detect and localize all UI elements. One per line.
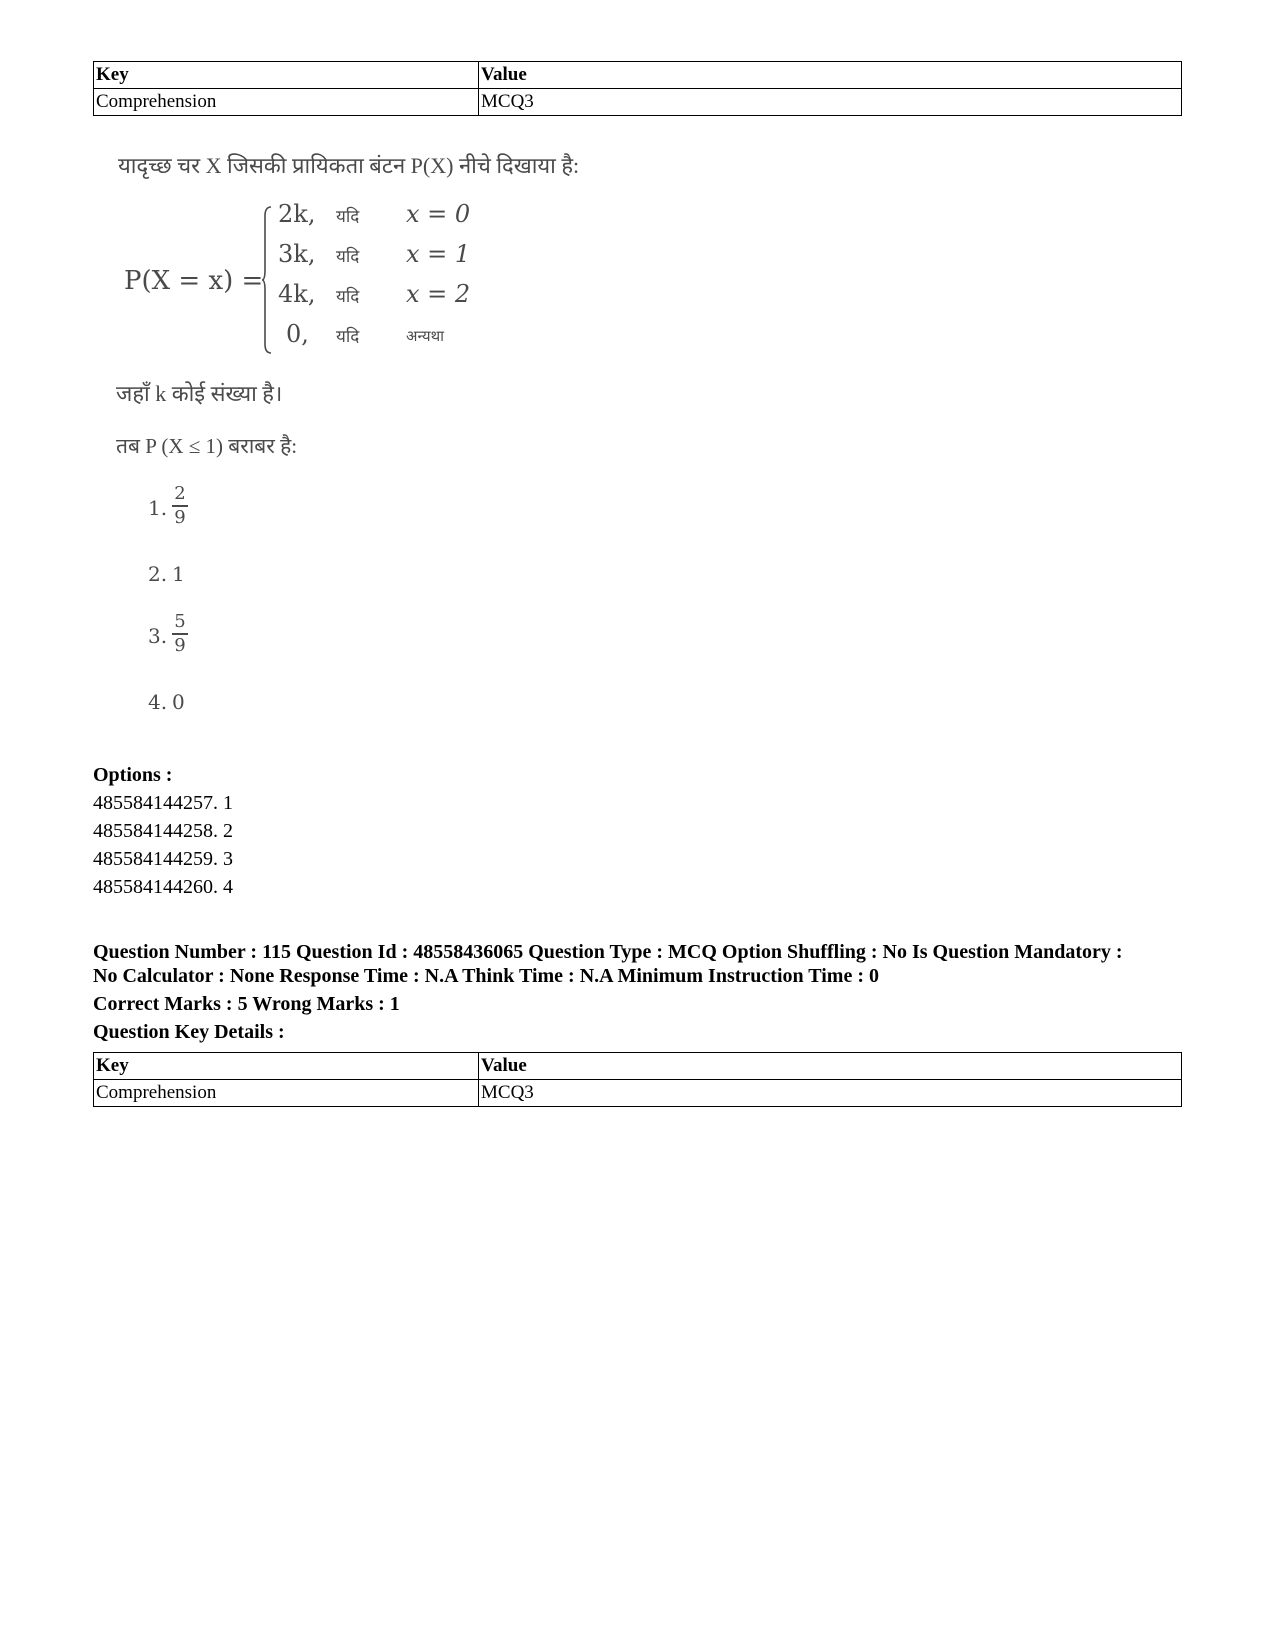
pmf-cond: यदि (336, 247, 360, 267)
choice-fraction (172, 612, 188, 656)
question-intro: यादृच्छ चर X जिसकी प्रायिकता बंटन P(X) नीचे दिखाया है: (118, 153, 580, 178)
table-cell-key: Comprehension (94, 89, 479, 116)
choice-fraction (172, 484, 188, 528)
question-meta-line-1: Question Number : 115 Question Id : 48558436065 Question Type : MCQ Option Shuffling : No Is Question Mandatory : (93, 941, 1123, 963)
pmf-lhs: P(X = x) = (124, 266, 264, 296)
pmf-value: अन्यथा (406, 327, 445, 345)
pmf-cond: यदि (336, 287, 360, 307)
question-where-text: जहाँ k कोई संख्या है। (116, 381, 283, 406)
option-item: 485584144260. 4 (93, 876, 233, 898)
question-ask-text: तब P (X ≤ 1) बराबर है: (116, 434, 298, 458)
marks-line: Correct Marks : 5 Wrong Marks : 1 (93, 993, 400, 1015)
option-item: 485584144257. 1 (93, 792, 233, 814)
choice-number: 4. (148, 690, 168, 714)
pmf-value: x = 2 (406, 280, 471, 308)
table-header-key: Key (94, 62, 479, 89)
pmf-cond: यदि (336, 207, 360, 227)
choice-number: 3. (148, 624, 168, 648)
table-cell-value: MCQ3 (479, 89, 1182, 116)
fraction-numerator: 5 (174, 611, 186, 632)
table-cell-value: MCQ3 (479, 1080, 1182, 1107)
pmf-value: x = 0 (406, 200, 471, 228)
pmf-value: x = 1 (406, 240, 471, 268)
question-meta-line-2: No Calculator : None Response Time : N.A Think Time : N.A Minimum Instruction Time : 0 (93, 965, 879, 987)
option-item: 485584144259. 3 (93, 848, 233, 870)
table-header-row (94, 62, 1182, 89)
table-cell-key: Comprehension (94, 1080, 479, 1107)
table-row (94, 89, 1182, 116)
pmf-coef: 3k, (278, 240, 316, 268)
choice-number: 1. (148, 496, 168, 520)
table-header-key: Key (94, 1053, 479, 1080)
table-row (94, 1080, 1182, 1107)
choice-value: 1 (172, 562, 185, 586)
options-title: Options : (93, 764, 173, 786)
fraction-denominator: 9 (174, 507, 186, 528)
pmf-coef: 0, (286, 320, 309, 348)
question-image (110, 138, 670, 753)
choice-number: 2. (148, 562, 168, 586)
table-header-value: Value (479, 1053, 1182, 1080)
pmf-cond: यदि (336, 327, 360, 347)
option-item: 485584144258. 2 (93, 820, 233, 842)
table-header-value: Value (479, 62, 1182, 89)
table-header-row (94, 1053, 1182, 1080)
pmf-coef: 4k, (278, 280, 316, 308)
left-brace-icon (262, 206, 272, 354)
fraction-numerator: 2 (174, 483, 186, 504)
choice-value: 0 (172, 690, 185, 714)
fraction-denominator: 9 (174, 635, 186, 656)
question-key-table-bottom (93, 1052, 1182, 1107)
pmf-coef: 2k, (278, 200, 316, 228)
question-key-table-top (93, 61, 1182, 116)
key-details-heading: Question Key Details : (93, 1021, 285, 1043)
